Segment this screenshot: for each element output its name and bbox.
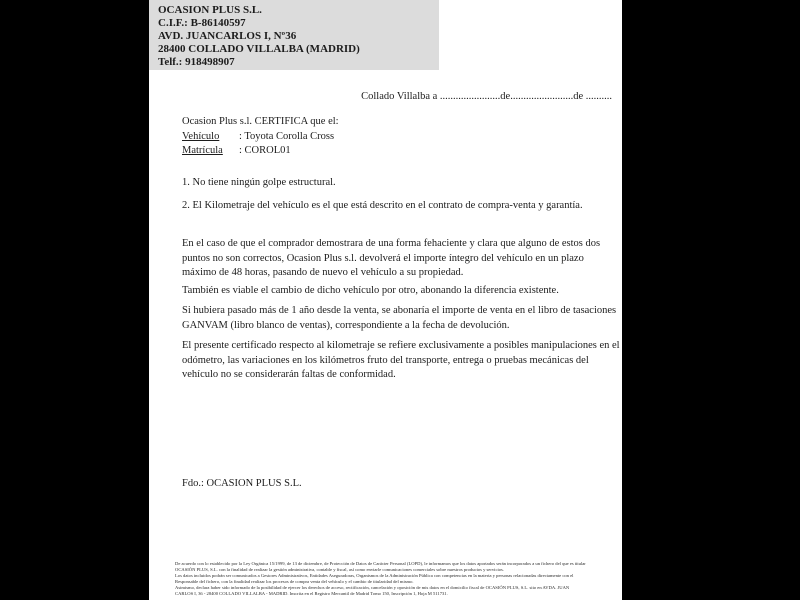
vehicle-row <box>182 130 620 145</box>
vehicle-value: : Toyota Corolla Cross <box>239 130 335 142</box>
ganvam-paragraph: Si hubiera pasado más de 1 año desde la venta, se abonaría el importe de venta en el libro de tasaciones GANVAM (libro blanco de ventas), correspondiente a la fecha de devolución. <box>182 305 617 331</box>
vehicle-label: Vehículo <box>182 130 220 142</box>
date-line: Collado Villalba a .......................de........................de .......... <box>361 91 612 102</box>
certified-point-1: 1. No tiene ningún golpe estructural. <box>182 177 336 188</box>
legal-line: Los datos incluidos podrán ser comunicados a Gestores Administrativos, Entidades Aseguradoras, Organismos de la Administración Pública con competencias en la materia y personas relacionadas directamente con el <box>175 572 574 578</box>
document-page <box>149 0 622 600</box>
exchange-paragraph: También es viable el cambio de dicho vehículo por otro, abonando la diferencia existente. <box>182 285 559 296</box>
plate-row <box>182 144 620 159</box>
plate-label: Matrícula <box>182 145 223 156</box>
company-address: AVD. JUANCARLOS I, Nº36 <box>158 30 297 42</box>
company-phone: Telf.: 918498907 <box>158 56 235 68</box>
signature-line: Fdo.: OCASION PLUS S.L. <box>182 478 302 489</box>
plate-value: : COROL01 <box>239 145 291 156</box>
legal-fine-print <box>175 561 622 597</box>
refund-paragraph: En el caso de que el comprador demostrara de una forma fehaciente y clara que alguno de estos dos puntos no son correctos, Ocasion Plus s.l. devolverá el importe íntegro del vehículo en un plazo máximo de 48 horas, pasando de nuevo el vehículo a su propiedad. <box>182 238 601 278</box>
company-city: 28400 COLLADO VILLALBA (MADRID) <box>158 43 360 55</box>
company-header-block <box>149 0 439 70</box>
legal-line: OCASIÓN PLUS, S.L. con la finalidad de realizar la gestión administrativa, contable y fiscal, así como enviarle comunicaciones comerciales sobre nuestros productos y servicios. <box>175 566 504 572</box>
certifica-intro: Ocasion Plus s.l. CERTIFICA que el: <box>182 116 339 127</box>
certified-point-2: 2. El Kilometraje del vehículo es el que está descrito en el contrato de compra-venta y garantía. <box>182 200 583 211</box>
legal-line: CARLOS I, 36 - 28400 COLLADO VILLALBA - MADRID. Inscrita en el Registro Mercantil de Madrid Tomo 150, Inscripción 1, Hoja M 511731. <box>175 590 448 596</box>
company-name: OCASION PLUS S.L. <box>158 4 262 16</box>
odometer-paragraph: El presente certificado respecto al kilometraje se refiere exclusivamente a posibles manipulaciones en el odómetro, las variaciones en los kilómetros fruto del transporte, entrega o pruebas mecánicas del vehículo no se considerarán faltas de conformidad. <box>182 340 620 380</box>
company-cif: C.I.F.: B-86140597 <box>158 17 246 29</box>
certification-intro-block <box>182 115 620 159</box>
legal-line: Responsable del fichero, con la finalidad realizar los procesos de compra venta del vehículo y el cambio de titularidad del mismo. <box>175 578 414 584</box>
legal-line: Asimismo, declara haber sido informado de la posibilidad de ejercer los derechos de acceso, rectificación, cancelación y oposición de mis datos en el domicilio fiscal de OCASIÓN PLUS, S.L. sito en AVDA. JUAN <box>175 584 570 590</box>
legal-line: De acuerdo con lo establecido por la Ley Orgánica 15/1999, de 13 de diciembre, de Protección de Datos de Carácter Personal (LOPD), le informamos que los datos aportados serán incorporados a un fichero del que es titular <box>175 561 586 566</box>
